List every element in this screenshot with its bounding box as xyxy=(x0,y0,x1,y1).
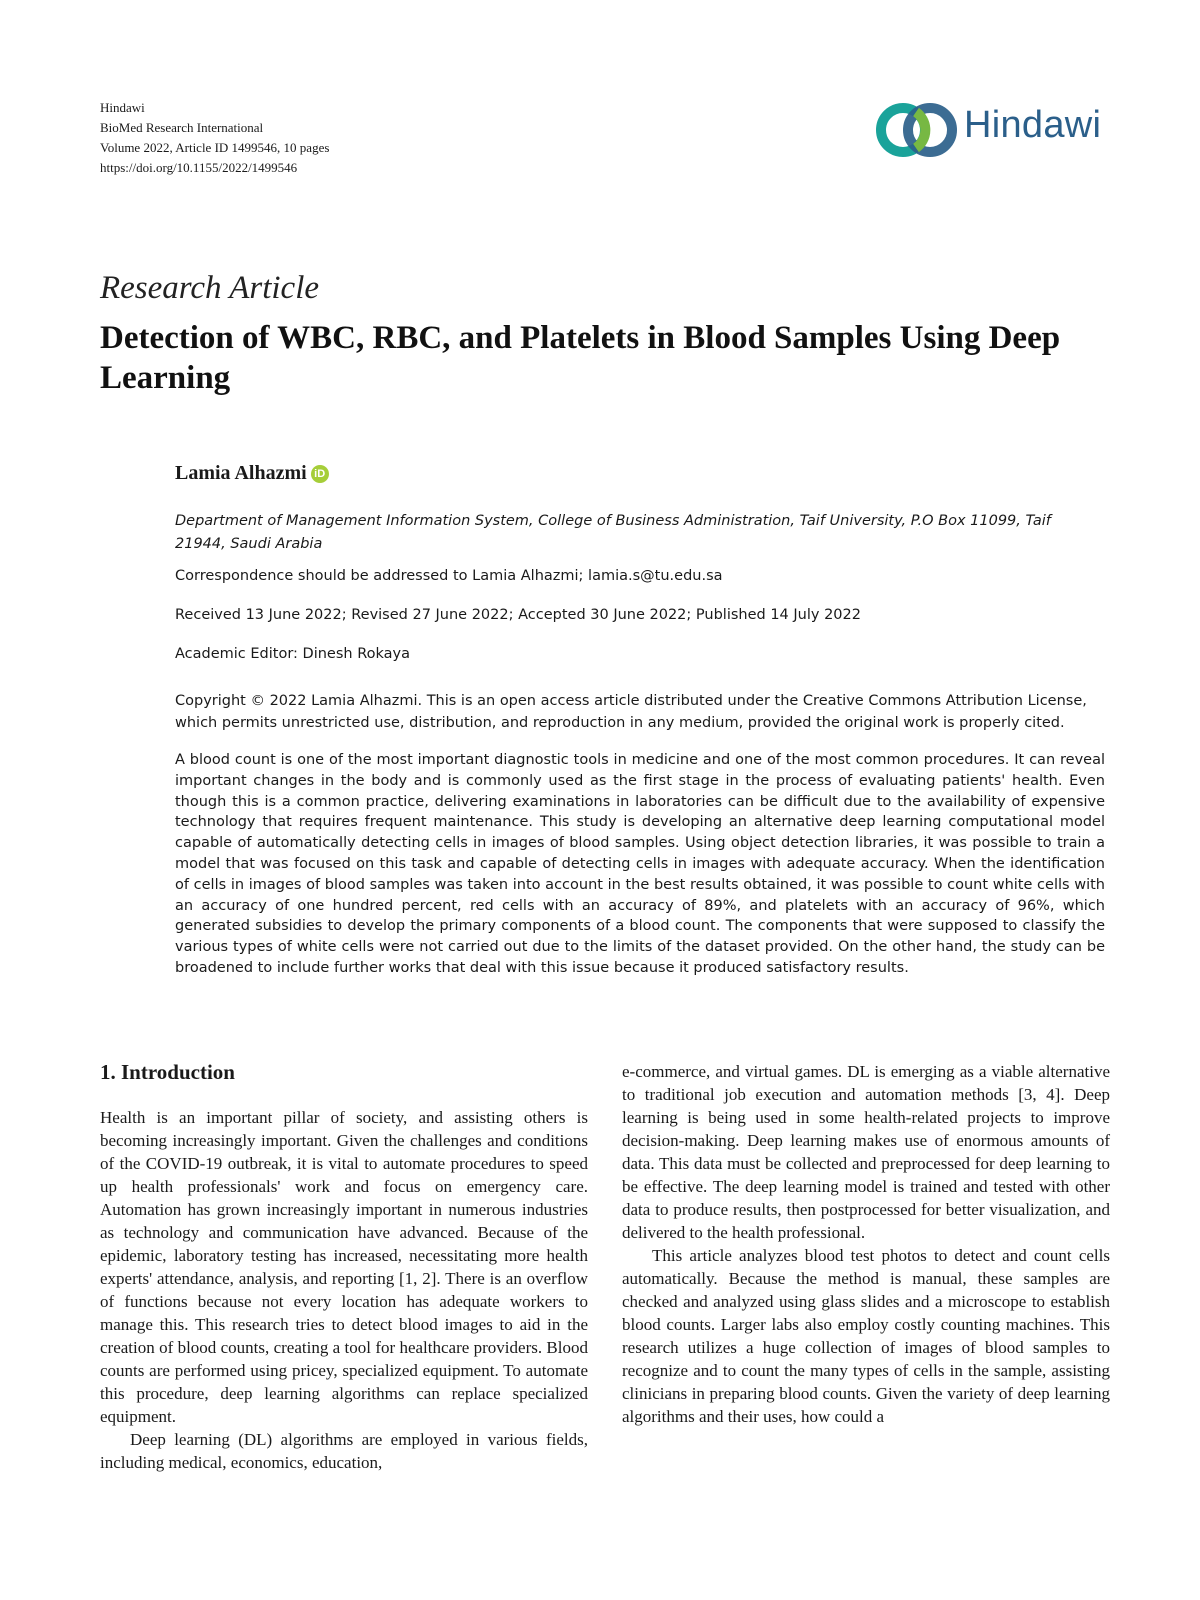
article-title: Detection of WBC, RBC, and Platelets in Blood Samples Using Deep Learning xyxy=(100,320,1061,396)
academic-editor: Academic Editor: Dinesh Rokaya xyxy=(175,646,410,662)
author-name: Lamia Alhazmi xyxy=(175,462,307,484)
correspondence: Correspondence should be addressed to Lamia Alhazmi; lamia.s@tu.edu.sa xyxy=(175,568,723,584)
journal-name: BioMed Research International xyxy=(100,120,264,135)
journal-meta xyxy=(100,98,329,178)
paragraph: Health is an important pillar of society, and assisting others is becoming increasingly important. Given the challenges and conditions of the COVID-19 outbreak, it is vital to automate procedures to speed up health professionals' work and focus on emergency care. Automation has grown increasingly important in numerous industries as technology and communication have advanced. Because of the epidemic, laboratory testing has increased, necessitating more health experts' attendance, analysis, and reporting [1, 2]. There is an overflow of functions because not every location has adequate workers to manage this. This research tries to detect blood images to aid in the creation of blood counts, creating a tool for healthcare providers. Blood counts are performed using pricey, specialized equipment. To automate this procedure, deep learning algorithms can replace specialized equipment. xyxy=(100,1108,588,1426)
publisher-name: Hindawi xyxy=(100,100,145,115)
abstract: A blood count is one of the most important diagnostic tools in medicine and one of the most common procedures. It can reveal important changes in the body and is commonly used as the first stage in the process of evaluating patients' health. Even though this is a common practice, delivering examinations in laboratories can be difficult due to the availability of expensive technology that requires frequent maintenance. This study is developing an alternative deep learning computational model capable of automatically detecting cells in images of blood samples. Using object detection libraries, it was possible to train a model that was focused on this task and capable of detecting cells in images with adequate accuracy. When the identification of cells in images of blood samples was taken into account in the best results obtained, it was possible to count white cells with an accuracy of one hundred percent, red cells with an accuracy of 89%, and platelets with an accuracy of 96%, which generated subsidies to develop the primary components of a blood count. The components that were supposed to classify the various types of white cells were not carried out due to the limits of the dataset provided. On the other hand, the study can be broadened to include further works that deal with this issue because it produced satisfactory results. xyxy=(175,752,1105,976)
paragraph: This article analyzes blood test photos to detect and count cells automatically. Because the method is manual, these samples are checked and analyzed using glass slides and a microscope to establish blood counts. Larger labs also employ costly counting machines. This research utilizes a huge collection of images of blood samples to recognize and to count the many types of cells in the sample, assisting clinicians in preparing blood counts. Given the variety of deep learning algorithms and their uses, how could a xyxy=(622,1246,1110,1426)
hindawi-logo xyxy=(872,98,1104,162)
hindawi-logo-icon xyxy=(872,98,962,162)
doi-link[interactable]: https://doi.org/10.1155/2022/1499546 xyxy=(100,160,298,175)
paragraph: e-commerce, and virtual games. DL is emerging as a viable alternative to traditional job execution and automation methods [3, 4]. Deep learning is being used in some health-related projects to improve decision-making. Deep learning makes use of enormous amounts of data. This data must be collected and preprocessed for deep learning to be effective. The deep learning model is trained and tested with other data to produce results, then postprocessed for better visualization, and delivered to the health professional. xyxy=(622,1062,1110,1242)
author xyxy=(175,462,329,485)
left-column xyxy=(100,1106,588,1474)
volume-info: Volume 2022, Article ID 1499546, 10 pages xyxy=(100,140,330,155)
logo-text: Hindawi xyxy=(964,104,1102,146)
copyright-notice: Copyright © 2022 Lamia Alhazmi. This is an open access article distributed under the Creative Commons Attribution License, which permits unrestricted use, distribution, and reproduction in any medium, provided the original work is properly cited. xyxy=(175,693,1087,731)
section-heading: 1. Introduction xyxy=(100,1060,235,1084)
publication-dates: Received 13 June 2022; Revised 27 June 2022; Accepted 30 June 2022; Published 14 July 2022 xyxy=(175,607,861,623)
affiliation: Department of Management Information System, College of Business Administration, Taif University, P.O Box 11099, Taif 21944, Saudi Arabia xyxy=(175,513,1051,552)
paragraph: Deep learning (DL) algorithms are employed in various fields, including medical, economics, education, xyxy=(100,1430,588,1472)
article-type: Research Article xyxy=(100,270,320,306)
orcid-icon[interactable]: iD xyxy=(311,465,329,483)
right-column xyxy=(622,1060,1110,1428)
